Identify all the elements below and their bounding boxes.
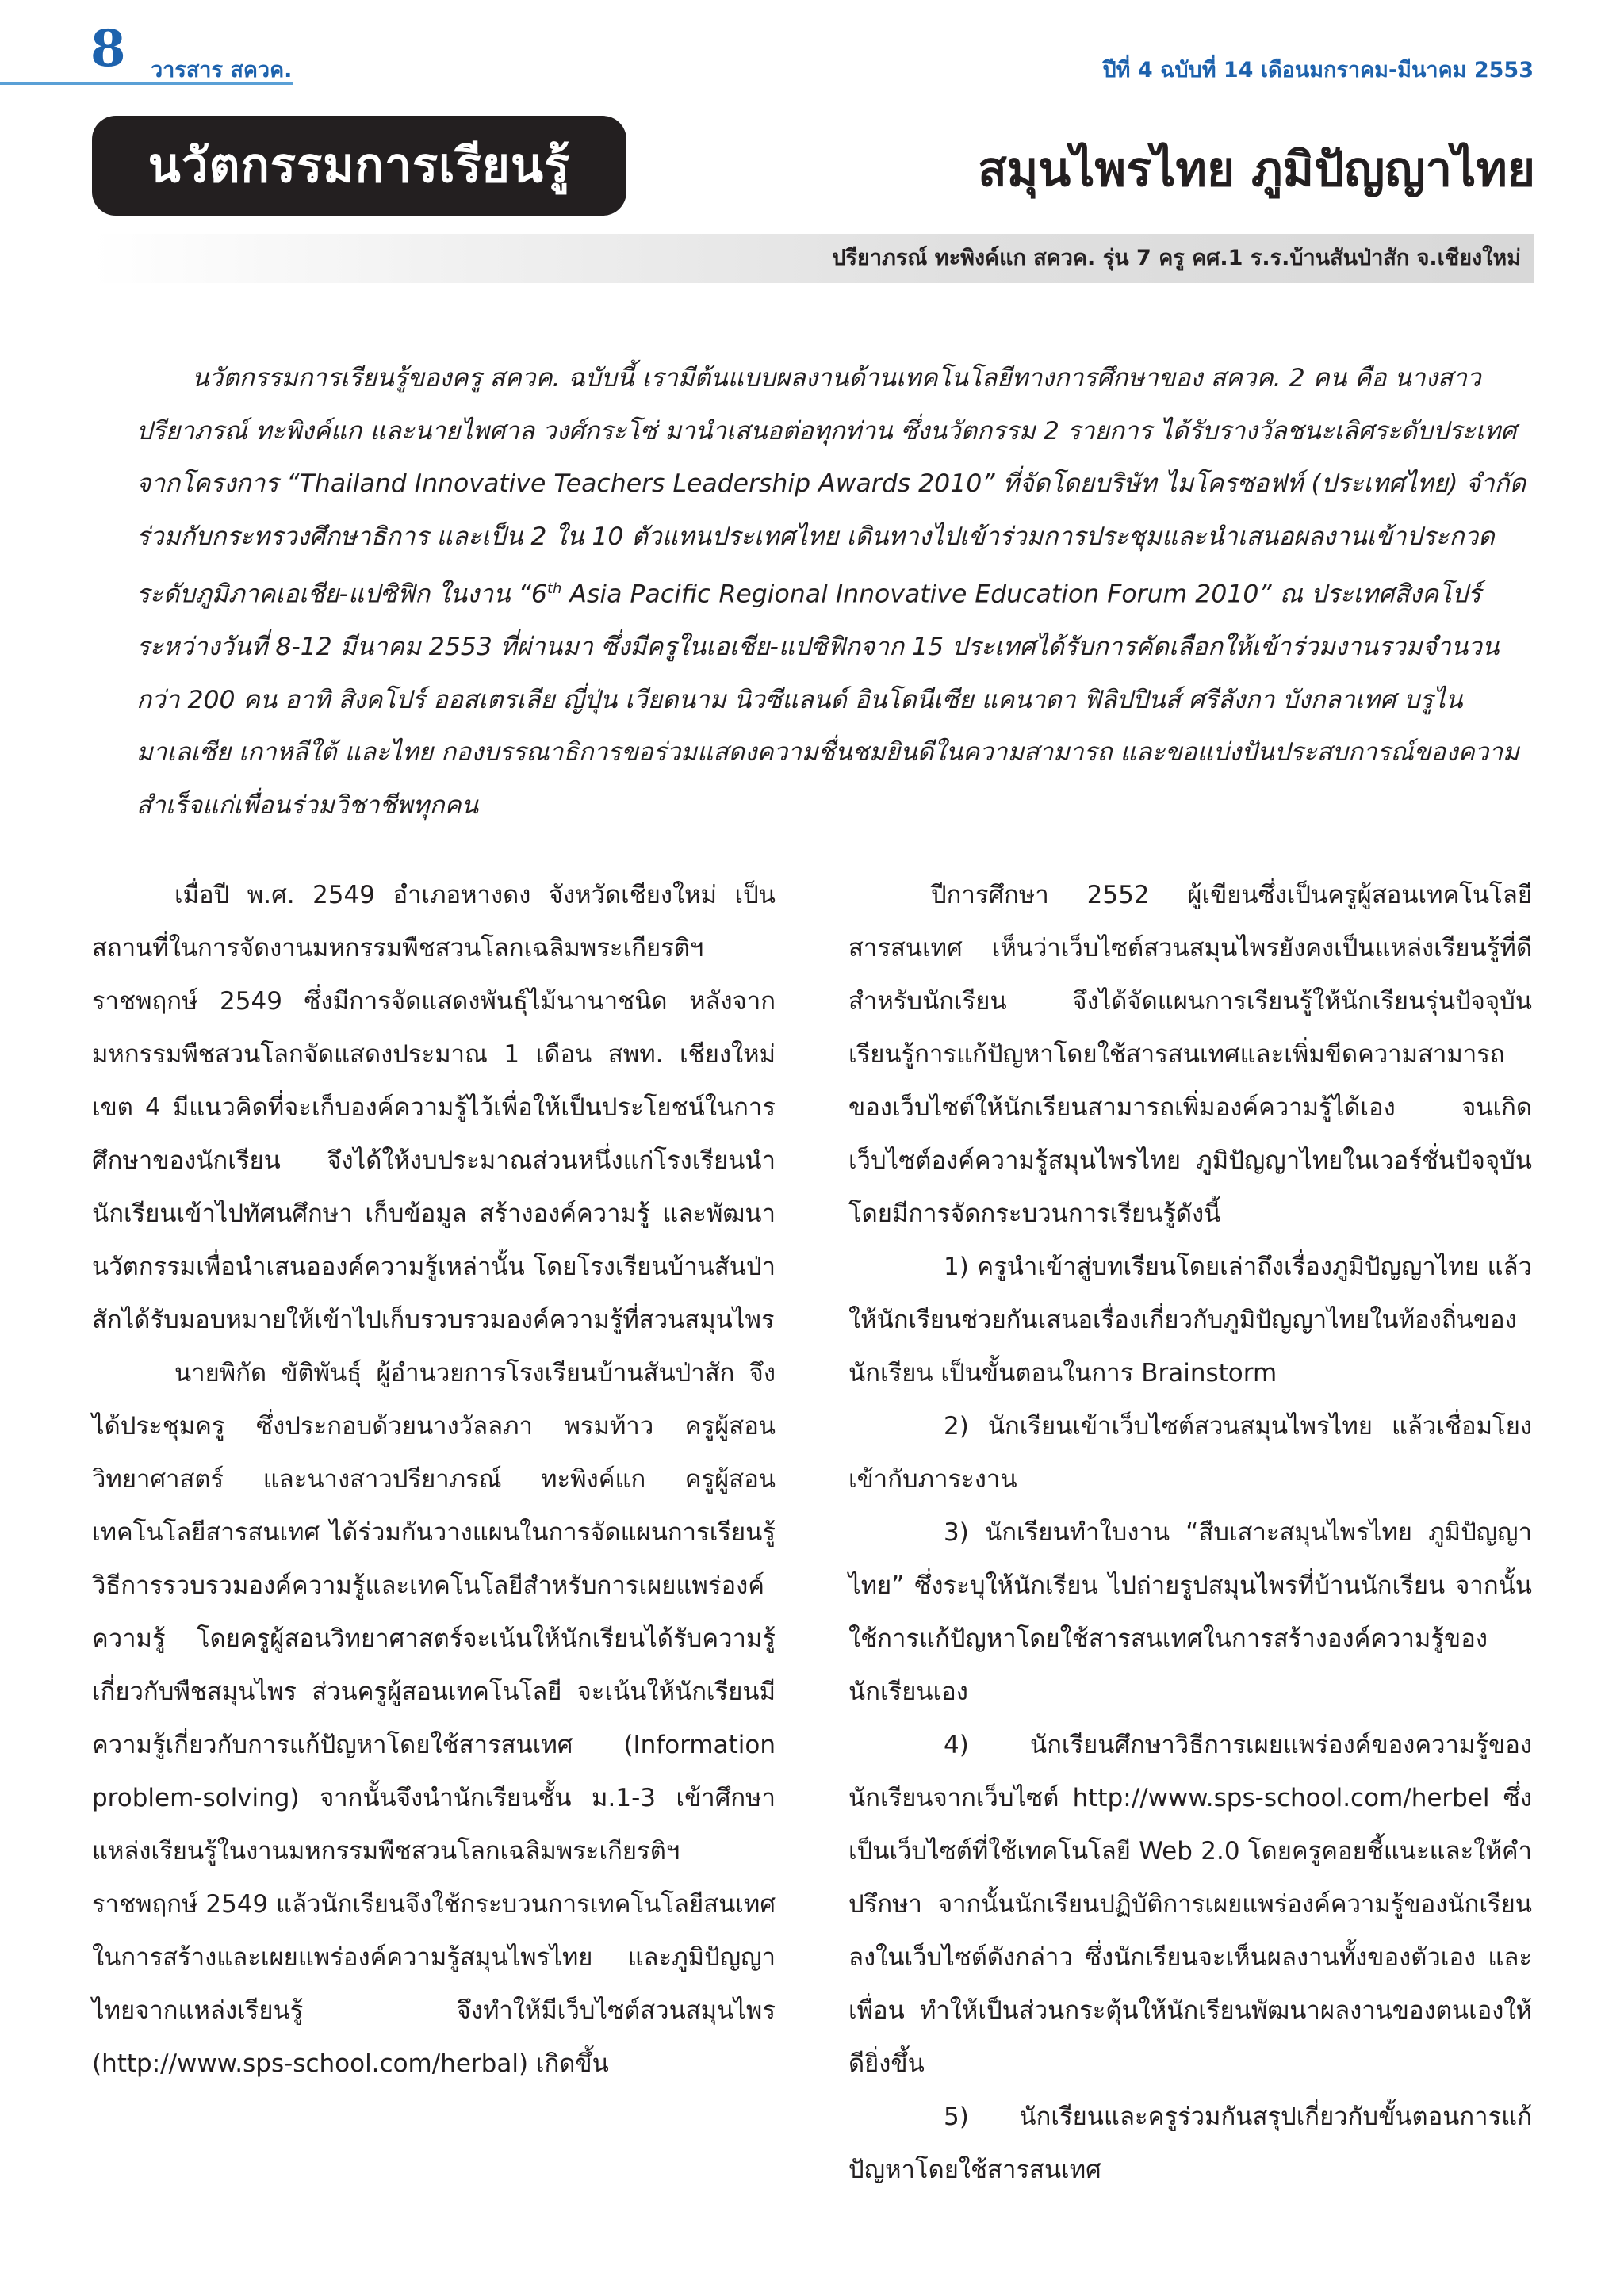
byline-bar bbox=[92, 234, 1534, 283]
column-name: นวัตกรรมการเรียนรู้ bbox=[147, 138, 571, 193]
page-number: 8 bbox=[90, 19, 126, 78]
left-column bbox=[92, 869, 776, 2091]
intro-text bbox=[136, 352, 1534, 832]
column-banner bbox=[92, 116, 626, 216]
intro-text-part1: นวัตกรรมการเรียนรู้ของครู สควค. ฉบับนี้ เรามีต้นแบบผลงานด้านเทคโนโลยีทางการศึกษาของ สควค. 2 คน คือ นางสาวปรียาภรณ์ ทะพิงค์แก และนายไพศาล วงศ์กระโซ่ มานำเสนอต่อทุกท่าน ซึ่งนวัตกรรม 2 รายการ ได้รับรางวัลชนะเลิศระดับประเทศจากโครงการ “Thailand Innovative Teachers Leadership Awards 2010” ที่จัดโดยบริษัท ไมโครซอฟท์ (ประเทศไทย) จำกัด ร่วมกับกระทรวงศึกษาธิการ และเป็น 2 ใน 10 ตัวแทนประเทศไทย เดินทางไปเข้าร่วมการประชุมและนำเสนอผลงานเข้าประกวดระดับภูมิภาคเอเชีย-แปซิฟิก ในงาน “6 bbox=[136, 364, 1526, 609]
intro-text-part2: Asia Pacific Regional Innovative Education Forum 2010” ณ ประเทศสิงคโปร์ ระหว่างวันที่ 8-12 มีนาคม 2553 ที่ผ่านมา ซึ่งมีครูในเอเชีย-แปซิฟิกจาก 15 ประเทศได้รับการคัดเลือกให้เข้าร่วมงานรวมจำนวนกว่า 200 คน อาทิ สิงคโปร์ ออสเตรเลีย ญี่ปุ่น เวียดนาม นิวซีแลนด์ อินโดนีเซีย แคนาดา ฟิลิปปินส์ ศรีลังกา บังกลาเทศ บรูไน มาเลเซีย เกาหลีใต้ และไทย กองบรรณาธิการขอร่วมแสดงความชื่นชมยินดีในความสามารถ และขอแบ่งปันประสบการณ์ของความสำเร็จแก่เพื่อนร่วมวิชาชีพทุกคน bbox=[136, 580, 1519, 820]
right-column bbox=[848, 869, 1532, 2197]
page-header bbox=[0, 0, 1624, 89]
header-rule bbox=[0, 82, 293, 85]
step-3: 3) นักเรียนทำใบงาน “สืบเสาะสมุนไพรไทย ภูมิปัญญาไทย” ซึ่งระบุให้นักเรียน ไปถ่ายรูปสมุนไพรที่บ้านนักเรียน จากนั้นใช้การแก้ปัญหาโดยใช้สารสนเทศในการสร้างองค์ความรู้ของนักเรียนเอง bbox=[848, 1518, 1532, 1706]
issue-info: ปีที่ 4 ฉบับที่ 14 เดือนมกราคม-มีนาคม 2553 bbox=[1102, 58, 1534, 82]
article-title: สมุนไพรไทย ภูมิปัญญาไทย bbox=[978, 142, 1535, 197]
step-4: 4) นักเรียนศึกษาวิธีการเผยแพร่องค์ของความรู้ของนักเรียนจากเว็บไซต์ http://www.sps-school.com/herbel ซึ่งเป็นเว็บไซต์ที่ใช้เทคโนโลยี Web 2.0 โดยครูคอยชี้แนะและให้คำปรึกษา จากนั้นนักเรียนปฏิบัติการเผยแพร่องค์ความรู้ของนักเรียนลงในเว็บไซต์ดังกล่าว ซึ่งนักเรียนจะเห็นผลงานทั้งของตัวเอง และเพื่อน ทำให้เป็นส่วนกระตุ้นให้นักเรียนพัฒนาผลงานของตนเองให้ดียิ่งขึ้น bbox=[848, 1731, 1532, 2078]
step-2: 2) นักเรียนเข้าเว็บไซต์สวนสมุนไพรไทย แล้วเชื่อมโยงเข้ากับภาระงาน bbox=[848, 1412, 1532, 1494]
left-paragraph-1: เมื่อปี พ.ศ. 2549 อำเภอหางดง จังหวัดเชียงใหม่ เป็นสถานที่ในการจัดงานมหกรรมพืชสวนโลกเฉลิมพระเกียรติฯ ราชพฤกษ์ 2549 ซึ่งมีการจัดแสดงพันธุ์ไม้นานาชนิด หลังจากมหกรรมพืชสวนโลกจัดแสดงประมาณ 1 เดือน สพท. เชียงใหม่ เขต 4 มีแนวคิดที่จะเก็บองค์ความรู้ไว้เพื่อให้เป็นประโยชน์ในการศึกษาของนักเรียน จึงได้ให้งบประมาณส่วนหนึ่งแก่โรงเรียนนำนักเรียนเข้าไปทัศนศึกษา เก็บข้อมูล สร้างองค์ความรู้ และพัฒนานวัตกรรมเพื่อนำเสนอองค์ความรู้เหล่านั้น โดยโรงเรียนบ้านสันป่าสักได้รับมอบหมายให้เข้าไปเก็บรวบรวมองค์ความรู้ที่สวนสมุนไพร bbox=[92, 881, 776, 1334]
intro-paragraph bbox=[136, 352, 1534, 832]
step-1: 1) ครูนำเข้าสู่บทเรียนโดยเล่าถึงเรื่องภูมิปัญญาไทย แล้วให้นักเรียนช่วยกันเสนอเรื่องเกี่ยวกับภูมิปัญญาไทยในท้องถิ่นของนักเรียน เป็นขั้นตอนในการ Brainstorm bbox=[848, 1253, 1532, 1387]
journal-name: วารสาร สควค. bbox=[151, 58, 293, 82]
author-byline: ปรียาภรณ์ ทะพิงค์แก สควค. รุ่น 7 ครู คศ.1 ร.ร.บ้านสันป่าสัก จ.เชียงใหม่ bbox=[832, 246, 1521, 270]
intro-superscript: th bbox=[546, 580, 562, 597]
right-paragraph-1: ปีการศึกษา 2552 ผู้เขียนซึ่งเป็นครูผู้สอนเทคโนโลยีสารสนเทศ เห็นว่าเว็บไซต์สวนสมุนไพรยังคงเป็นแหล่งเรียนรู้ที่ดีสำหรับนักเรียน จึงได้จัดแผนการเรียนรู้ให้นักเรียนรุ่นปัจจุบัน เรียนรู้การแก้ปัญหาโดยใช้สารสนเทศและเพิ่มขีดความสามารถของเว็บไซต์ให้นักเรียนสามารถเพิ่มองค์ความรู้ได้เอง จนเกิดเว็บไซต์องค์ความรู้สมุนไพรไทย ภูมิปัญญาไทยในเวอร์ชั่นปัจจุบัน โดยมีการจัดกระบวนการเรียนรู้ดังนี้ bbox=[848, 881, 1532, 1228]
step-5: 5) นักเรียนและครูร่วมกันสรุปเกี่ยวกับขั้นตอนการแก้ปัญหาโดยใช้สารสนเทศ bbox=[848, 2103, 1532, 2184]
left-paragraph-2: นายพิกัด ขัติพันธุ์ ผู้อำนวยการโรงเรียนบ้านสันป่าสัก จึงได้ประชุมครู ซึ่งประกอบด้วยนางวัลลภา พรมท้าว ครูผู้สอนวิทยาศาสตร์ และนางสาวปรียาภรณ์ ทะพิงค์แก ครูผู้สอนเทคโนโลยีสารสนเทศ ได้ร่วมกันวางแผนในการจัดแผนการเรียนรู้ วิธีการรวบรวมองค์ความรู้และเทคโนโลยีสำหรับการเผยแพร่องค์ความรู้ โดยครูผู้สอนวิทยาศาสตร์จะเน้นให้นักเรียนได้รับความรู้เกี่ยวกับพืชสมุนไพร ส่วนครูผู้สอนเทคโนโลยี จะเน้นให้นักเรียนมีความรู้เกี่ยวกับการแก้ปัญหาโดยใช้สารสนเทศ (Information problem-solving) จากนั้นจึงนำนักเรียนชั้น ม.1-3 เข้าศึกษาแหล่งเรียนรู้ในงานมหกรรมพืชสวนโลกเฉลิมพระเกียรติฯ ราชพฤกษ์ 2549 แล้วนักเรียนจึงใช้กระบวนการเทคโนโลยีสนเทศในการสร้างและเผยแพร่องค์ความรู้สมุนไพรไทย และภูมิปัญญาไทยจากแหล่งเรียนรู้ จึงทำให้มีเว็บไซต์สวนสมุนไพร (http://www.sps-school.com/herbal) เกิดขึ้น bbox=[92, 1359, 776, 2078]
